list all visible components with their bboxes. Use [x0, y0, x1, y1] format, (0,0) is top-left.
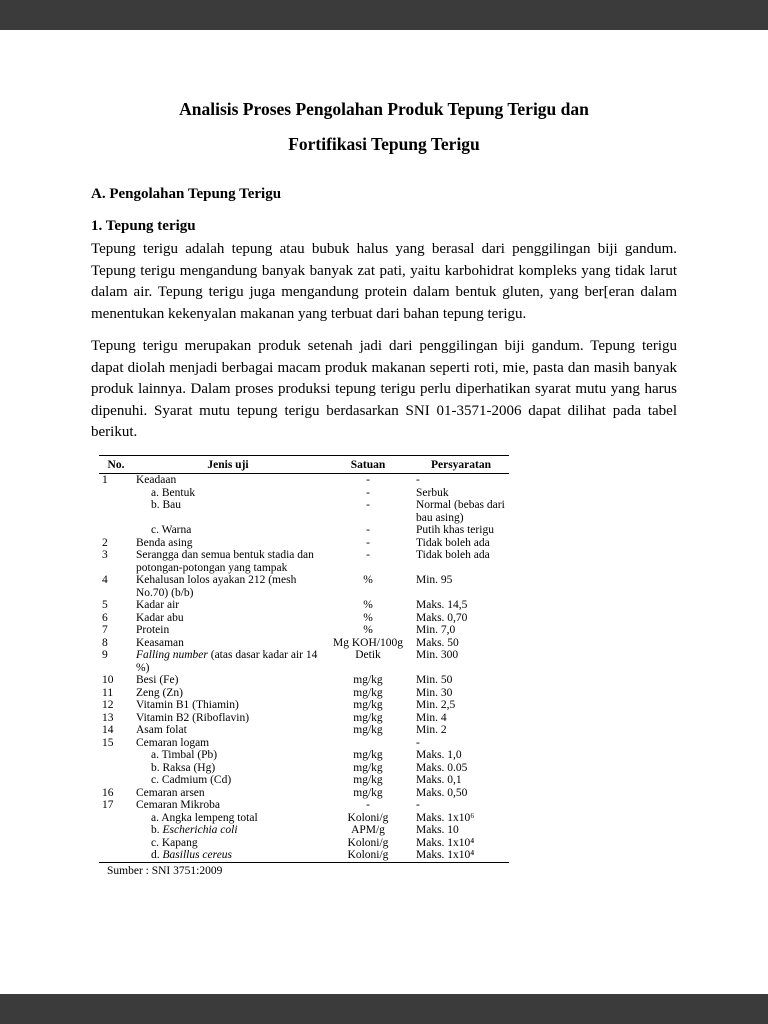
cell-satuan: mg/kg	[353, 674, 383, 686]
cell-jenis-uji: a. Angka lempeng total	[151, 811, 258, 824]
table-header-persyaratan: Persyaratan	[413, 455, 509, 474]
table-row	[99, 762, 509, 775]
viewer-bottom-bar	[0, 994, 768, 1024]
cell-satuan: -	[366, 474, 370, 486]
cell-satuan: -	[366, 486, 370, 499]
cell-no: 7	[102, 624, 108, 636]
cell-persyaratan: Maks. 1x10⁴	[416, 849, 475, 861]
cell-persyaratan: Maks. 14,5	[416, 599, 468, 611]
cell-satuan: mg/kg	[353, 711, 383, 724]
cell-persyaratan: Min. 2,5	[416, 699, 456, 711]
table-row	[99, 574, 509, 599]
cell-jenis-uji: c. Warna	[151, 524, 192, 536]
table-row	[99, 837, 509, 850]
cell-jenis-uji: Vitamin B2 (Riboflavin)	[136, 711, 250, 724]
cell-satuan: %	[363, 624, 373, 636]
cell-persyaratan: Min. 300	[416, 649, 459, 661]
cell-persyaratan: Serbuk	[416, 486, 449, 499]
table-row	[99, 687, 509, 700]
cell-no: 15	[102, 736, 114, 749]
table-row	[99, 499, 509, 524]
viewer-top-bar	[0, 0, 768, 30]
cell-jenis-uji: Kehalusan lolos ayakan 212 (mesh No.70) (b/b)	[136, 574, 297, 599]
paragraph-2: Tepung terigu merupakan produk setenah jadi dari penggilingan biji gandum. Tepung terigu dapat diolah menjadi berbagai macam produk makanan seperti roti, mie, pasta dan masih banyak produk lainnya. Dalam proses produksi tepung terigu perlu diperhatikan syarat mutu yang harus dipenuhi. Syarat mutu tepung terigu berdasarkan SNI 01-3571-2006 dapat dilihat pada tabel berikut.	[91, 338, 677, 440]
table-row	[99, 537, 509, 550]
cell-persyaratan: Min. 2	[416, 724, 447, 736]
cell-persyaratan: Maks. 0,50	[416, 786, 468, 799]
cell-satuan	[323, 737, 413, 750]
table-row	[99, 549, 509, 574]
table-row	[99, 487, 509, 500]
table-row	[99, 524, 509, 537]
cell-persyaratan: Normal (bebas dari bau asing)	[416, 499, 505, 524]
table-row	[99, 824, 509, 837]
cell-satuan: Mg KOH/100g	[333, 636, 403, 649]
cell-jenis-uji: Besi (Fe)	[136, 674, 179, 686]
requirements-table-wrap	[99, 455, 677, 877]
cell-no: 16	[102, 786, 114, 799]
cell-no: 8	[102, 636, 108, 649]
cell-no: 3	[102, 549, 108, 561]
cell-satuan: mg/kg	[353, 786, 383, 799]
cell-jenis-uji: Cemaran arsen	[136, 786, 205, 799]
cell-satuan: -	[366, 524, 370, 536]
cell-persyaratan: Min. 30	[416, 686, 453, 699]
table-header-satuan: Satuan	[323, 455, 413, 474]
cell-jenis-uji: Keasaman	[136, 636, 184, 649]
cell-satuan: mg/kg	[353, 686, 383, 699]
cell-jenis-uji: Protein	[136, 624, 170, 636]
table-header-row	[99, 455, 509, 474]
cell-persyaratan: Maks. 10	[416, 824, 459, 836]
cell-jenis-uji: c. Cadmium (Cd)	[151, 774, 232, 786]
cell-no: 14	[102, 724, 114, 736]
table-row	[99, 724, 509, 737]
cell-no	[99, 824, 133, 837]
cell-satuan: %	[363, 611, 373, 624]
cell-satuan: APM/g	[351, 824, 385, 836]
cell-persyaratan: Maks. 0,70	[416, 611, 468, 624]
cell-satuan: %	[363, 574, 373, 586]
table-row	[99, 599, 509, 612]
table-row	[99, 624, 509, 637]
cell-satuan: Koloni/g	[347, 811, 389, 824]
paragraph-1: Tepung terigu adalah tepung atau bubuk halus yang berasal dari penggilingan biji gandum. Tepung terigu mengandung banyak banyak zat pati, yaitu karbohidrat kompleks yang tidak larut dalam air. Tepung terigu juga mengandung protein dalam bentuk gluten, yang ber[eran dalam menentukan kekenyalan makanan yang terbuat dari bahan tepung terigu.	[91, 241, 677, 322]
cell-persyaratan: Min. 4	[416, 711, 447, 724]
document-page	[0, 30, 768, 994]
cell-persyaratan: Maks. 1x10⁴	[416, 836, 475, 849]
cell-satuan: Koloni/g	[347, 849, 389, 861]
table-row	[99, 712, 509, 725]
document-title	[91, 92, 677, 162]
cell-no	[99, 837, 133, 850]
cell-persyaratan: Putih khas terigu	[416, 524, 494, 536]
cell-jenis-uji: Asam folat	[136, 724, 187, 736]
table-row	[99, 799, 509, 812]
cell-jenis-uji: c. Kapang	[151, 836, 198, 849]
cell-jenis-uji: a. Timbal (Pb)	[151, 749, 218, 761]
section-heading: A. Pengolahan Tepung Terigu	[91, 186, 282, 202]
cell-persyaratan: -	[416, 799, 420, 811]
table-row	[99, 737, 509, 750]
table-row	[99, 637, 509, 650]
cell-jenis-uji: Zeng (Zn)	[136, 686, 183, 699]
cell-jenis-uji: b. Bau	[151, 499, 182, 511]
table-row	[99, 849, 509, 862]
cell-jenis-uji: Cemaran logam	[136, 736, 210, 749]
cell-no	[99, 762, 133, 775]
cell-satuan: Detik	[355, 649, 381, 661]
cell-satuan: -	[366, 536, 370, 549]
subsection-heading: 1. Tepung terigu	[91, 218, 196, 234]
cell-persyaratan: Tidak boleh ada	[416, 549, 490, 561]
cell-jenis-uji: a. Bentuk	[151, 486, 196, 499]
cell-jenis-uji: Benda asing	[136, 536, 193, 549]
cell-satuan: Koloni/g	[347, 836, 389, 849]
cell-persyaratan: Maks. 1,0	[416, 749, 462, 761]
cell-no: 12	[102, 699, 114, 711]
cell-satuan: mg/kg	[353, 761, 383, 774]
table-row	[99, 787, 509, 800]
cell-no: 6	[102, 611, 108, 624]
table-header-no: No.	[99, 455, 133, 474]
cell-no: 13	[102, 711, 114, 724]
sni-requirements-table	[99, 455, 509, 863]
cell-satuan: -	[366, 549, 370, 561]
table-body	[99, 474, 509, 863]
cell-no	[99, 812, 133, 825]
cell-satuan: mg/kg	[353, 699, 383, 711]
cell-satuan: mg/kg	[353, 749, 383, 761]
table-header-jenis-uji: Jenis uji	[133, 455, 323, 474]
cell-no: 9	[102, 649, 108, 661]
cell-persyaratan: Maks. 0,1	[416, 774, 462, 786]
cell-satuan: mg/kg	[353, 774, 383, 786]
table-row	[99, 474, 509, 487]
cell-persyaratan: Min. 7,0	[416, 624, 456, 636]
cell-no	[99, 849, 133, 862]
cell-jenis-uji: b. Raksa (Hg)	[151, 761, 216, 774]
cell-satuan: %	[363, 599, 373, 611]
cell-persyaratan: -	[416, 736, 420, 749]
table-row	[99, 674, 509, 687]
table-row	[99, 749, 509, 762]
table-row	[99, 649, 509, 674]
document-title-line-2: Fortifikasi Tepung Terigu	[288, 134, 480, 154]
cell-satuan: mg/kg	[353, 724, 383, 736]
table-row	[99, 612, 509, 625]
cell-jenis-uji: d. Basillus cereus	[151, 849, 233, 861]
cell-persyaratan: Maks. 0.05	[416, 761, 468, 774]
cell-jenis-uji: b. Escherichia coli	[151, 824, 238, 836]
cell-satuan: -	[366, 799, 370, 811]
cell-no: 11	[102, 686, 114, 699]
document-title-line-1: Analisis Proses Pengolahan Produk Tepung Terigu dan	[179, 99, 589, 119]
cell-persyaratan: Maks. 50	[416, 636, 459, 649]
cell-no: 5	[102, 599, 108, 611]
cell-jenis-uji: Falling number (atas dasar kadar air 14 %)	[136, 649, 318, 674]
cell-no	[99, 524, 133, 537]
cell-satuan: -	[366, 499, 370, 511]
table-row	[99, 774, 509, 787]
table-source-note: Sumber : SNI 3751:2009	[107, 864, 223, 877]
cell-persyaratan: Maks. 1x10⁶	[416, 811, 475, 824]
cell-jenis-uji: Keadaan	[136, 474, 177, 486]
cell-no	[99, 499, 133, 524]
cell-persyaratan: -	[416, 474, 420, 486]
cell-no	[99, 487, 133, 500]
cell-persyaratan: Tidak boleh ada	[416, 536, 490, 549]
table-row	[99, 699, 509, 712]
cell-jenis-uji: Vitamin B1 (Thiamin)	[136, 699, 239, 711]
cell-no: 4	[102, 574, 108, 586]
table-row	[99, 812, 509, 825]
cell-jenis-uji: Kadar abu	[136, 611, 184, 624]
cell-no	[99, 774, 133, 787]
cell-jenis-uji: Serangga dan semua bentuk stadia dan potongan-potongan yang tampak	[136, 549, 314, 574]
cell-persyaratan: Min. 50	[416, 674, 453, 686]
cell-no: 2	[102, 536, 108, 549]
cell-jenis-uji: Kadar air	[136, 599, 180, 611]
cell-no: 17	[102, 799, 114, 811]
cell-no	[99, 749, 133, 762]
cell-jenis-uji: Cemaran Mikroba	[136, 799, 220, 811]
cell-no: 10	[102, 674, 114, 686]
cell-no: 1	[102, 474, 108, 486]
cell-persyaratan: Min. 95	[416, 574, 453, 586]
